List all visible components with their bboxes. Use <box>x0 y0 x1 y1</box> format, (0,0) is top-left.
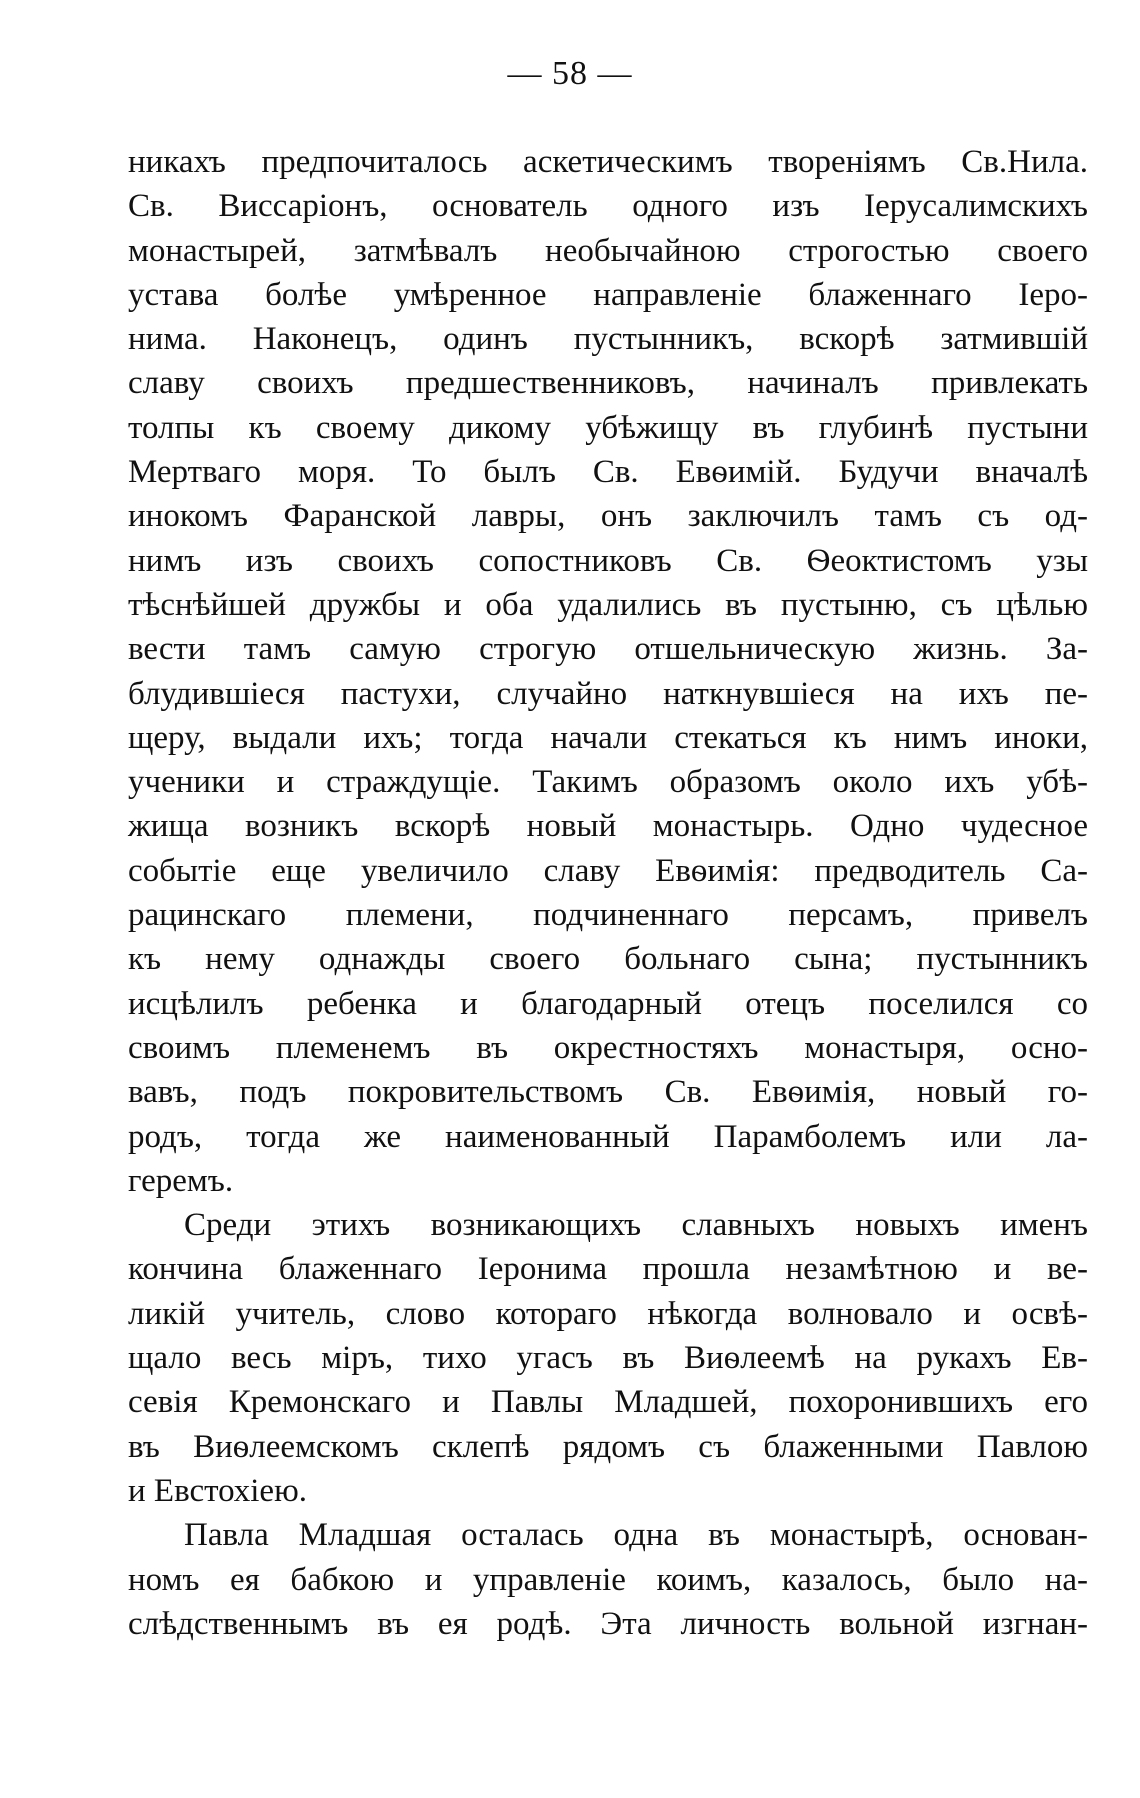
paragraph-first-line: Среди этихъ возникающихъ славныхъ новыхъ именъ <box>184 1207 1088 1244</box>
body-text <box>128 140 1088 1646</box>
text-line: и Евстохіею. <box>128 1472 307 1509</box>
text-line: щало весь міръ, тихо угасъ въ Виѳлеемѣ на рукахъ Ев- <box>128 1340 1088 1377</box>
text-line: севія Кремонскаго и Павлы Младшей, похоронившихъ его <box>128 1384 1088 1421</box>
text-line: монастырей, затмѣвалъ необычайною строгостью своего <box>128 232 1088 269</box>
page-number: — 58 — <box>507 55 633 92</box>
text-line: инокомъ Фаранской лавры, онъ заключилъ тамъ съ од- <box>128 498 1088 535</box>
text-line: исцѣлилъ ребенка и благодарный отецъ поселился со <box>128 985 1088 1022</box>
text-line: въ Виѳлеемскомъ склепѣ рядомъ съ блаженными Павлою <box>128 1428 1088 1465</box>
text-line: событіе еще увеличило славу Евѳимія: предводитель Са- <box>128 852 1088 889</box>
text-line: жища возникъ вскорѣ новый монастырь. Одно чудесное <box>128 808 1088 845</box>
text-line: тѣснѣйшей дружбы и оба удалились въ пустыню, съ цѣлью <box>128 586 1088 623</box>
text-line: своимъ племенемъ въ окрестностяхъ монастыря, осно- <box>128 1029 1088 1066</box>
text-line: устава болѣе умѣренное направленіе блаженнаго Іеро- <box>128 276 1088 313</box>
text-line: номъ ея бабкою и управленіе коимъ, казалось, было на- <box>128 1561 1088 1598</box>
text-line: вавъ, подъ покровительствомъ Св. Евѳимія, новый го- <box>128 1074 1088 1111</box>
text-line: ученики и страждущіе. Такимъ образомъ около ихъ убѣ- <box>128 764 1088 801</box>
text-line: къ нему однажды своего больнаго сына; пустынникъ <box>128 941 1088 978</box>
text-line: кончина блаженнаго Іеронима прошла незамѣтною и ве- <box>128 1251 1088 1288</box>
text-line: толпы къ своему дикому убѣжищу въ глубинѣ пустыни <box>128 409 1088 446</box>
text-line: нимъ изъ своихъ сопостниковъ Св. Ѳеоктистомъ узы <box>128 542 1088 579</box>
paragraph-first-line: Павла Младшая осталась одна въ монастырѣ, основан- <box>184 1517 1088 1554</box>
text-line: слѣдственнымъ въ ея родѣ. Эта личность вольной изгнан- <box>128 1605 1088 1642</box>
text-line: славу своихъ предшественниковъ, начиналъ привлекать <box>128 365 1088 402</box>
text-line: Мертваго моря. То былъ Св. Евѳимій. Будучи вначалѣ <box>128 454 1088 491</box>
text-line: геремъ. <box>128 1162 234 1199</box>
text-line: Св. Виссаріонъ, основатель одного изъ Іерусалимскихъ <box>128 188 1088 225</box>
text-line: рацинскаго племени, подчиненнаго персамъ, привелъ <box>128 897 1088 934</box>
text-line: щеру, выдали ихъ; тогда начали стекаться къ нимъ иноки, <box>128 719 1088 756</box>
text-line: блудившіеся пастухи, случайно наткнувшіеся на ихъ пе- <box>128 675 1088 712</box>
text-line: ликій учитель, слово котораго нѣкогда волновало и освѣ- <box>128 1295 1088 1332</box>
text-line: нима. Наконецъ, одинъ пустынникъ, вскорѣ затмившій <box>128 321 1088 358</box>
text-line: никахъ предпочиталось аскетическимъ твореніямъ Св.Нила. <box>128 144 1088 180</box>
text-line: родъ, тогда же наименованный Парамболемъ или ла- <box>128 1118 1088 1155</box>
text-line: вести тамъ самую строгую отшельническую жизнь. За- <box>128 631 1088 668</box>
